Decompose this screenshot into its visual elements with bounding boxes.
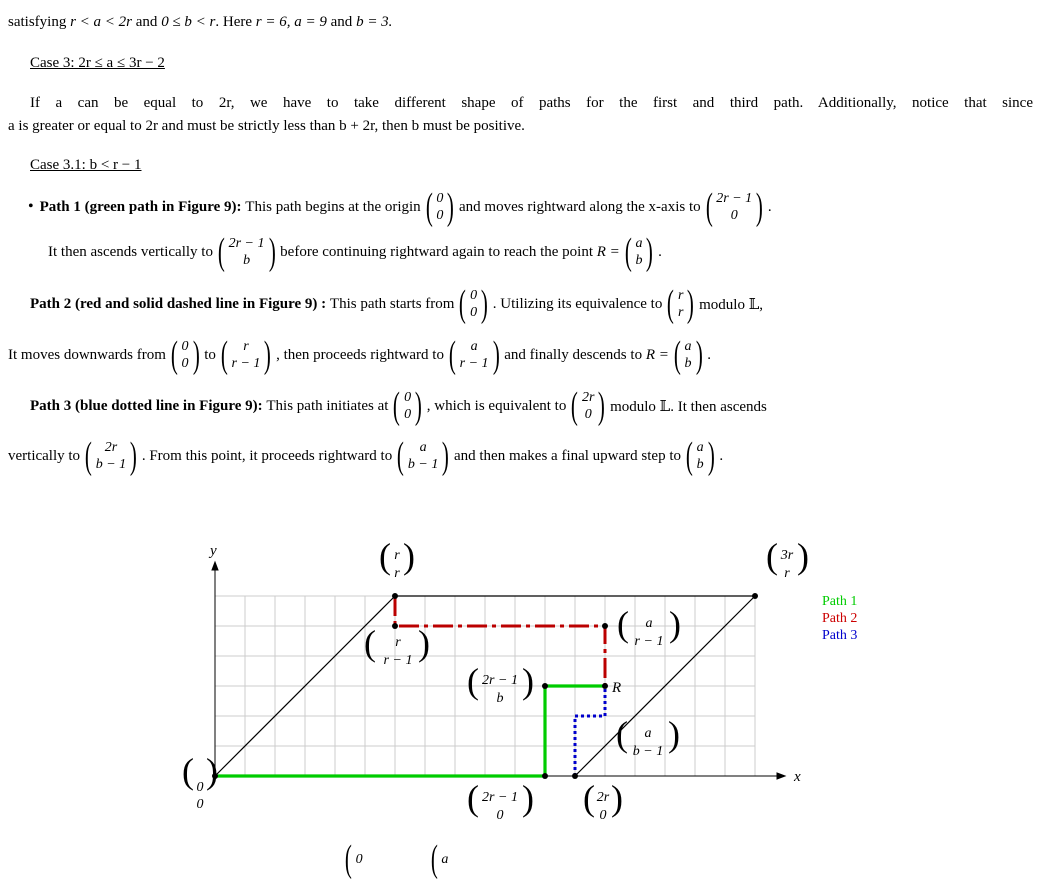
vec-bottom: b − 1	[95, 457, 127, 472]
svg-text:0: 0	[196, 780, 204, 795]
text: It then ascends vertically to	[48, 243, 213, 260]
text: before continuing rightward again to reach the point	[280, 243, 593, 260]
vec-bottom: 0	[436, 208, 444, 223]
svg-text:r: r	[394, 548, 400, 563]
svg-text:r: r	[394, 566, 400, 581]
vec-bottom: r	[678, 305, 684, 320]
svg-text:2r: 2r	[596, 790, 610, 805]
vector-origin: ( 0 0 )	[170, 334, 200, 376]
svg-text:(: (	[182, 751, 194, 791]
vec-top: a	[696, 440, 704, 455]
vec-bottom: b − 1	[407, 457, 439, 472]
path2-line1	[30, 285, 1041, 323]
vector-a-b: ( a b )	[624, 231, 654, 273]
vec-top: r	[678, 288, 684, 303]
path3-label: Path 3 (blue dotted line in Figure 9):	[30, 397, 263, 414]
vector-r-r: ( r r )	[667, 283, 695, 325]
svg-text:r − 1: r − 1	[383, 653, 413, 668]
svg-text:): )	[418, 623, 430, 663]
label-3r-r	[766, 536, 809, 581]
svg-text:(: (	[379, 536, 391, 576]
path1-line	[215, 686, 605, 776]
text: This path begins at the origin	[245, 198, 421, 215]
math: r < a < 2r	[70, 14, 133, 30]
vec-top: 2r	[104, 440, 118, 455]
vec-top: 0	[470, 288, 478, 303]
vec-top: 0	[181, 339, 189, 354]
vec-bottom: 0	[181, 356, 189, 371]
svg-text:): )	[522, 661, 534, 701]
label-a-bm1	[616, 714, 680, 759]
vector-origin: ( 0	[344, 838, 363, 880]
legend	[822, 594, 857, 643]
legend-path1: Path 1	[822, 594, 858, 609]
label-2r-0	[583, 778, 623, 823]
label-origin	[182, 751, 218, 812]
svg-text:r: r	[784, 566, 790, 581]
vec-bottom: 0	[584, 407, 592, 422]
svg-text:): )	[668, 714, 680, 754]
vector-a-b: ( a b )	[685, 435, 715, 477]
svg-text:2r − 1: 2r − 1	[482, 673, 518, 688]
path3-line	[575, 686, 605, 776]
vector-origin: ( 0 0 )	[425, 186, 455, 228]
text: This path initiates at	[266, 397, 389, 414]
label-r-rm1	[364, 623, 430, 668]
text: It moves downwards from	[8, 346, 166, 363]
vec-bottom: b	[684, 356, 692, 371]
svg-text:b: b	[496, 691, 504, 706]
svg-text:): )	[797, 536, 809, 576]
svg-text:): )	[669, 604, 681, 644]
vector-2r-0: ( 2r 0 )	[571, 385, 606, 427]
bottom-fragment	[340, 840, 1041, 878]
vector-r-rm1: ( r r − 1 )	[220, 334, 272, 376]
vector-2rm1-0: ( 2r − 1 0 )	[705, 186, 763, 228]
vec-top: r	[243, 339, 249, 354]
svg-text:r: r	[395, 635, 401, 650]
text: to	[204, 346, 216, 363]
text: and moves rightward along the x-axis to	[459, 198, 701, 215]
vec-top: a	[441, 851, 449, 867]
case31-heading: Case 3.1: b < r − 1	[30, 157, 142, 173]
vector-2rm1-b: ( 2r − 1 b )	[217, 231, 276, 273]
text: vertically to	[8, 447, 81, 464]
text: . Here	[215, 14, 253, 30]
math: b = 3.	[356, 14, 393, 30]
svg-text:(: (	[616, 714, 628, 754]
label-2rm1-b	[467, 661, 534, 706]
svg-text:a: a	[644, 726, 652, 741]
x-axis-label: x	[794, 769, 801, 785]
svg-text:2r − 1: 2r − 1	[482, 790, 518, 805]
vector-a-b: ( a b )	[673, 334, 703, 376]
text: modulo 𝕃. It then ascends	[610, 398, 767, 415]
text: . Utilizing its equivalence to	[492, 295, 663, 312]
vector-a-bm1: ( a b − 1 )	[397, 435, 450, 477]
path1-label: Path 1 (green path in Figure 9):	[39, 198, 242, 215]
svg-text:(: (	[766, 536, 778, 576]
case3-paragraph-line1: If a can be equal to 2r, we have to take different shape of paths for the first and third path. Additionally, notice that since	[30, 95, 1033, 111]
header-fragment	[8, 14, 1041, 31]
text: . From this point, it proceeds rightward to	[141, 447, 393, 464]
svg-text:a: a	[645, 616, 653, 631]
label-a-rm1	[617, 604, 681, 649]
vec-top: 2r	[581, 390, 595, 405]
text: and finally descends to	[504, 346, 643, 363]
svg-text:0: 0	[196, 797, 204, 812]
vec-top: 2r − 1	[228, 236, 265, 251]
vec-bottom: 0	[730, 208, 738, 223]
svg-text:(: (	[467, 661, 479, 701]
svg-text:): )	[403, 536, 415, 576]
text: , then proceeds rightward to	[276, 346, 444, 363]
svg-text:): )	[206, 751, 218, 791]
vector-a-b: ( a	[430, 838, 449, 880]
vec-bottom: b	[243, 253, 251, 268]
vector-origin: ( 0 0 )	[459, 283, 488, 325]
path3-line1	[30, 387, 1041, 425]
path2-line2: It moves downwards from ( 0 0 ) to ( r r − 1 ) , then proceeds rightward to ( a r − 1 ) and finally descends to R = ( a b ) .	[8, 334, 711, 376]
text: This path starts from	[329, 295, 455, 312]
math: R =	[645, 346, 669, 363]
text: modulo 𝕃,	[699, 296, 763, 313]
case3-paragraph-line2: a is greater or equal to 2r and must be strictly less than b + 2r, then b must be positive.	[8, 118, 525, 134]
svg-text:): )	[522, 778, 534, 818]
path1-line2: It then ascends vertically to ( 2r − 1 b ) before continuing rightward again to reach the point R = ( a b ) .	[48, 231, 662, 273]
svg-text:0: 0	[496, 808, 504, 823]
path2-label: Path 2 (red and solid dashed line in Figure 9) :	[30, 295, 327, 312]
svg-text:r − 1: r − 1	[634, 634, 664, 649]
svg-text:(: (	[583, 778, 595, 818]
math: R =	[596, 243, 620, 260]
vec-bottom: b	[635, 253, 643, 268]
vec-top: a	[635, 236, 643, 251]
point-R-label: R	[612, 680, 622, 696]
svg-text:b − 1: b − 1	[632, 744, 664, 759]
bullet: •	[28, 198, 34, 215]
math: r = 6, a = 9	[255, 14, 327, 30]
text: , which is equivalent to	[426, 397, 567, 414]
label-r-r	[379, 536, 415, 581]
vec-top: 0	[404, 390, 412, 405]
svg-text:(: (	[617, 604, 629, 644]
y-axis-label: y	[210, 543, 217, 559]
case3-heading: Case 3: 2r ≤ a ≤ 3r − 2	[30, 55, 165, 71]
math: 0 ≤ b < r	[161, 14, 216, 30]
vector-labels	[182, 536, 809, 823]
text: and	[135, 14, 158, 30]
vec-top: a	[470, 339, 478, 354]
svg-text:(: (	[467, 778, 479, 818]
svg-text:0: 0	[599, 808, 607, 823]
svg-text:): )	[611, 778, 623, 818]
vec-top: 0	[436, 191, 444, 206]
vec-top: a	[684, 339, 692, 354]
vector-2r-bm1: ( 2r b − 1 )	[84, 435, 137, 477]
path3-line2: vertically to ( 2r b − 1 ) . From this point, it proceeds rightward to ( a b − 1 ) and then makes a final upward step to ( a b ) .	[8, 435, 724, 477]
text: and	[330, 14, 353, 30]
vec-top: a	[419, 440, 427, 455]
svg-text:(: (	[364, 623, 376, 663]
path1-line1: • Path 1 (green path in Figure 9): This path begins at the origin ( 0 0 ) and moves rightward along the x-axis to ( 2r − 1 0 ) .	[28, 186, 772, 228]
vec-top: 2r − 1	[716, 191, 753, 206]
text: and then makes a final upward step to	[453, 447, 681, 464]
legend-path3: Path 3	[822, 628, 858, 643]
legend-path2: Path 2	[822, 611, 858, 626]
label-2rm1-0	[467, 778, 534, 823]
vector-origin: ( 0 0 )	[393, 385, 422, 427]
svg-text:3r: 3r	[780, 548, 794, 563]
vec-bottom: 0	[470, 305, 478, 320]
text: satisfying	[8, 14, 67, 30]
vec-bottom: 0	[404, 407, 412, 422]
vec-bottom: r − 1	[231, 356, 261, 371]
vec-bottom: r − 1	[459, 356, 489, 371]
vector-a-rm1: ( a r − 1 )	[448, 334, 500, 376]
vec-bottom: b	[696, 457, 704, 472]
vec-top: 0	[355, 851, 363, 867]
figure-9	[160, 535, 880, 835]
